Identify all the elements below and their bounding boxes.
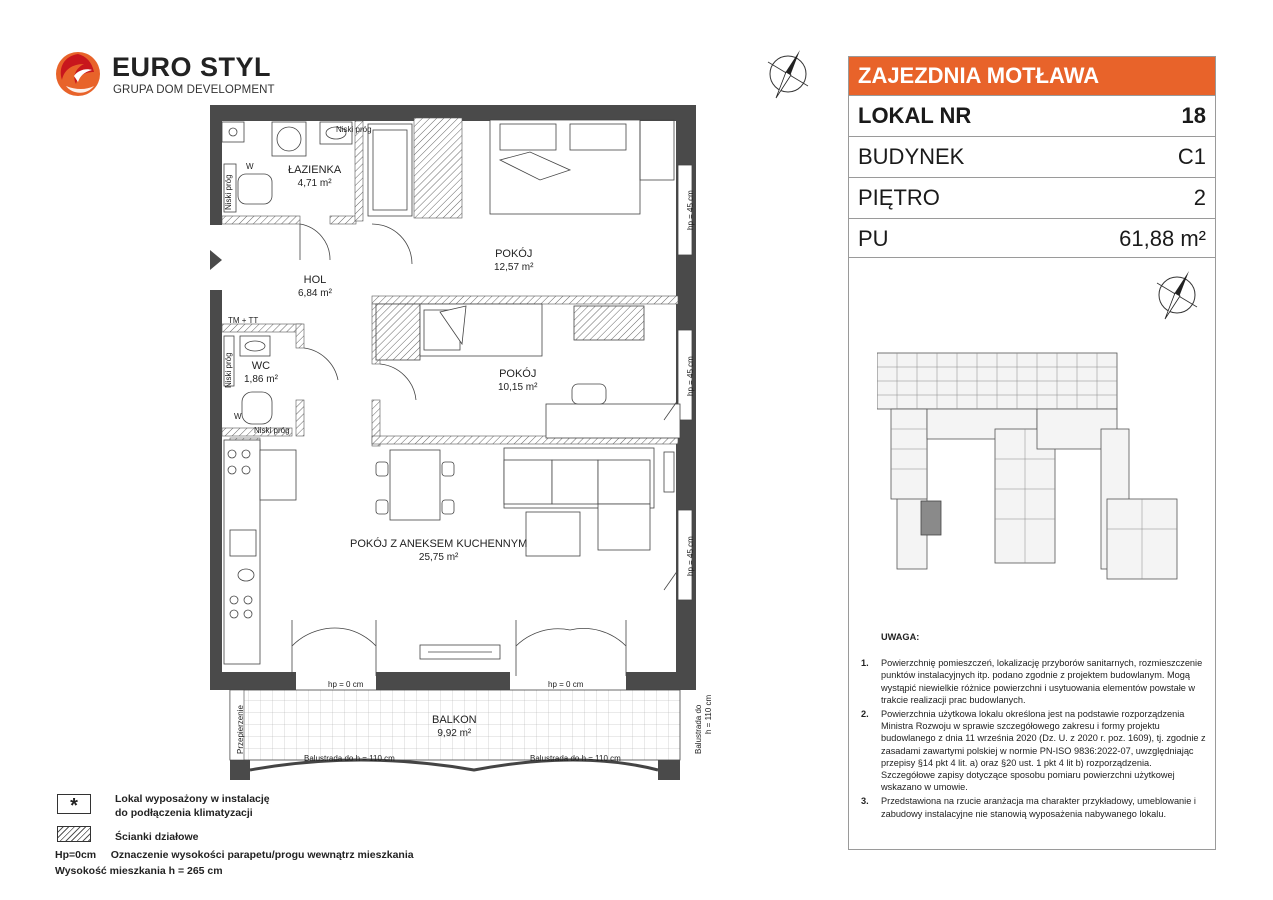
info-row-lokal xyxy=(849,95,1215,135)
pu-value: 61,88 m² xyxy=(1119,226,1206,251)
logo-swirl-icon xyxy=(54,50,102,98)
note-hp45: hp = 45 cm xyxy=(686,356,695,396)
note-niski-prog: Niski próg xyxy=(254,426,290,435)
room-label-pokoj-1: POKÓJ 12,57 m² xyxy=(494,248,534,273)
legend-hatch-text: Ścianki działowe xyxy=(115,831,199,843)
room-label-lazienka: ŁAZIENKA 4,71 m² xyxy=(288,164,342,189)
note-niski-prog: Niski próg xyxy=(224,174,233,210)
room-label-salon: POKÓJ Z ANEKSEM KUCHENNYM 25,75 m² xyxy=(350,538,528,563)
floor-plan-drawing xyxy=(200,100,730,795)
lokal-value: 18 xyxy=(1181,103,1206,128)
legend-height-line: Wysokość mieszkania h = 265 cm xyxy=(55,865,223,877)
compass-icon xyxy=(760,46,816,102)
room-label-balkon: BALKON 9,92 m² xyxy=(432,714,477,739)
company-logo xyxy=(54,50,284,100)
building-site-plan xyxy=(877,349,1193,589)
hatch-icon xyxy=(57,826,91,842)
note-balustrada-do: Balustrada do xyxy=(694,704,703,754)
floor-plan xyxy=(200,100,730,795)
info-row-pietro xyxy=(849,177,1215,217)
pietro-value: 2 xyxy=(1193,185,1206,210)
note-item: 2. Powierzchnia użytkowa lokalu określona jest na podstawie rozporządzenia Ministra Rozwoju w sprawie szczegółowego zakresu i formy projektu budowlanego z dnia 11 września 2020 (Dz. U. z 2020 r. poz. 1609), tj. zgodnie z zasadami zawartymi polskiej w normie PN-ISO 9836:2022-07, uwzględniając przepisy §14 pkt 4 lit. a) oraz §20 ust. 1 pkt 4 lit b) rozporządzenia. Szczegółowe zapisy dotyczące sposobu pomiaru powierzchni użytkowej wskazano w umowie. xyxy=(861,709,1206,793)
card-divider xyxy=(849,257,1215,258)
room-label-wc: WC 1,86 m² xyxy=(244,360,278,385)
logo-name: EURO STYL xyxy=(112,52,272,82)
note-tm-tt: TM + TT xyxy=(228,316,259,325)
legend-hp-line: Hp=0cm Oznaczenie wysokości parapetu/progu wewnątrz mieszkania xyxy=(55,849,414,861)
lokal-label: LOKAL NR xyxy=(858,103,972,128)
info-row-budynek xyxy=(849,136,1215,176)
legend-star-line-1: Lokal wyposażony w instalację xyxy=(115,793,270,805)
note-h110: h = 110 cm xyxy=(704,694,713,734)
note-balustrada: Balustrada do h = 110 cm xyxy=(304,754,395,763)
note-niski-prog: Niski próg xyxy=(224,352,233,388)
apartment-info-card xyxy=(848,56,1216,850)
note-w-mark: W xyxy=(246,162,254,171)
legend-star-line-2: do podłączenia klimatyzacji xyxy=(115,807,253,819)
info-row-pu xyxy=(849,218,1215,258)
pietro-label: PIĘTRO xyxy=(858,185,940,210)
note-przepierzenie: Przepierzenie xyxy=(236,705,245,754)
notes-section xyxy=(861,631,1207,822)
note-niski-prog: Niski próg xyxy=(336,125,372,134)
notes-title: UWAGA: xyxy=(881,632,920,642)
note-item: 3. Przedstawiona na rzucie aranżacja ma charakter przykładowy, umeblowanie i zabudowy instalacyjne nie stanowią wyposażenia nabywanego lokalu. xyxy=(861,796,1196,819)
note-hp45: hp = 45 cm xyxy=(686,190,695,230)
project-name: ZAJEZDNIA MOTŁAWA xyxy=(849,57,1215,95)
note-balustrada: Balustrada do h = 110 cm xyxy=(530,754,621,763)
note-hp0: hp = 0 cm xyxy=(328,680,364,689)
star-icon: * xyxy=(57,794,91,814)
note-hp45: hp = 45 cm xyxy=(686,536,695,576)
highlighted-apartment xyxy=(921,501,941,535)
compass-icon xyxy=(1149,267,1205,323)
note-w-mark: W xyxy=(234,412,242,421)
note-item: 1. Powierzchnię pomieszczeń, lokalizację przyborów sanitarnych, rozmieszczenie punktów instalacyjnych itp. podano zgodnie z projektem budowlanym. Mogą wystąpić niewielkie różnice powierzchni i usytuowania elementów powstałe w trakcie realizacji prac budowlanych. xyxy=(861,658,1203,705)
budynek-value: C1 xyxy=(1177,144,1206,169)
budynek-label: BUDYNEK xyxy=(858,144,965,169)
room-label-hol: HOL 6,84 m² xyxy=(298,274,332,299)
room-label-pokoj-2: POKÓJ 10,15 m² xyxy=(498,368,538,393)
pu-label: PU xyxy=(858,226,889,251)
note-hp0: hp = 0 cm xyxy=(548,680,584,689)
logo-subtitle: GRUPA DOM DEVELOPMENT xyxy=(113,84,275,96)
